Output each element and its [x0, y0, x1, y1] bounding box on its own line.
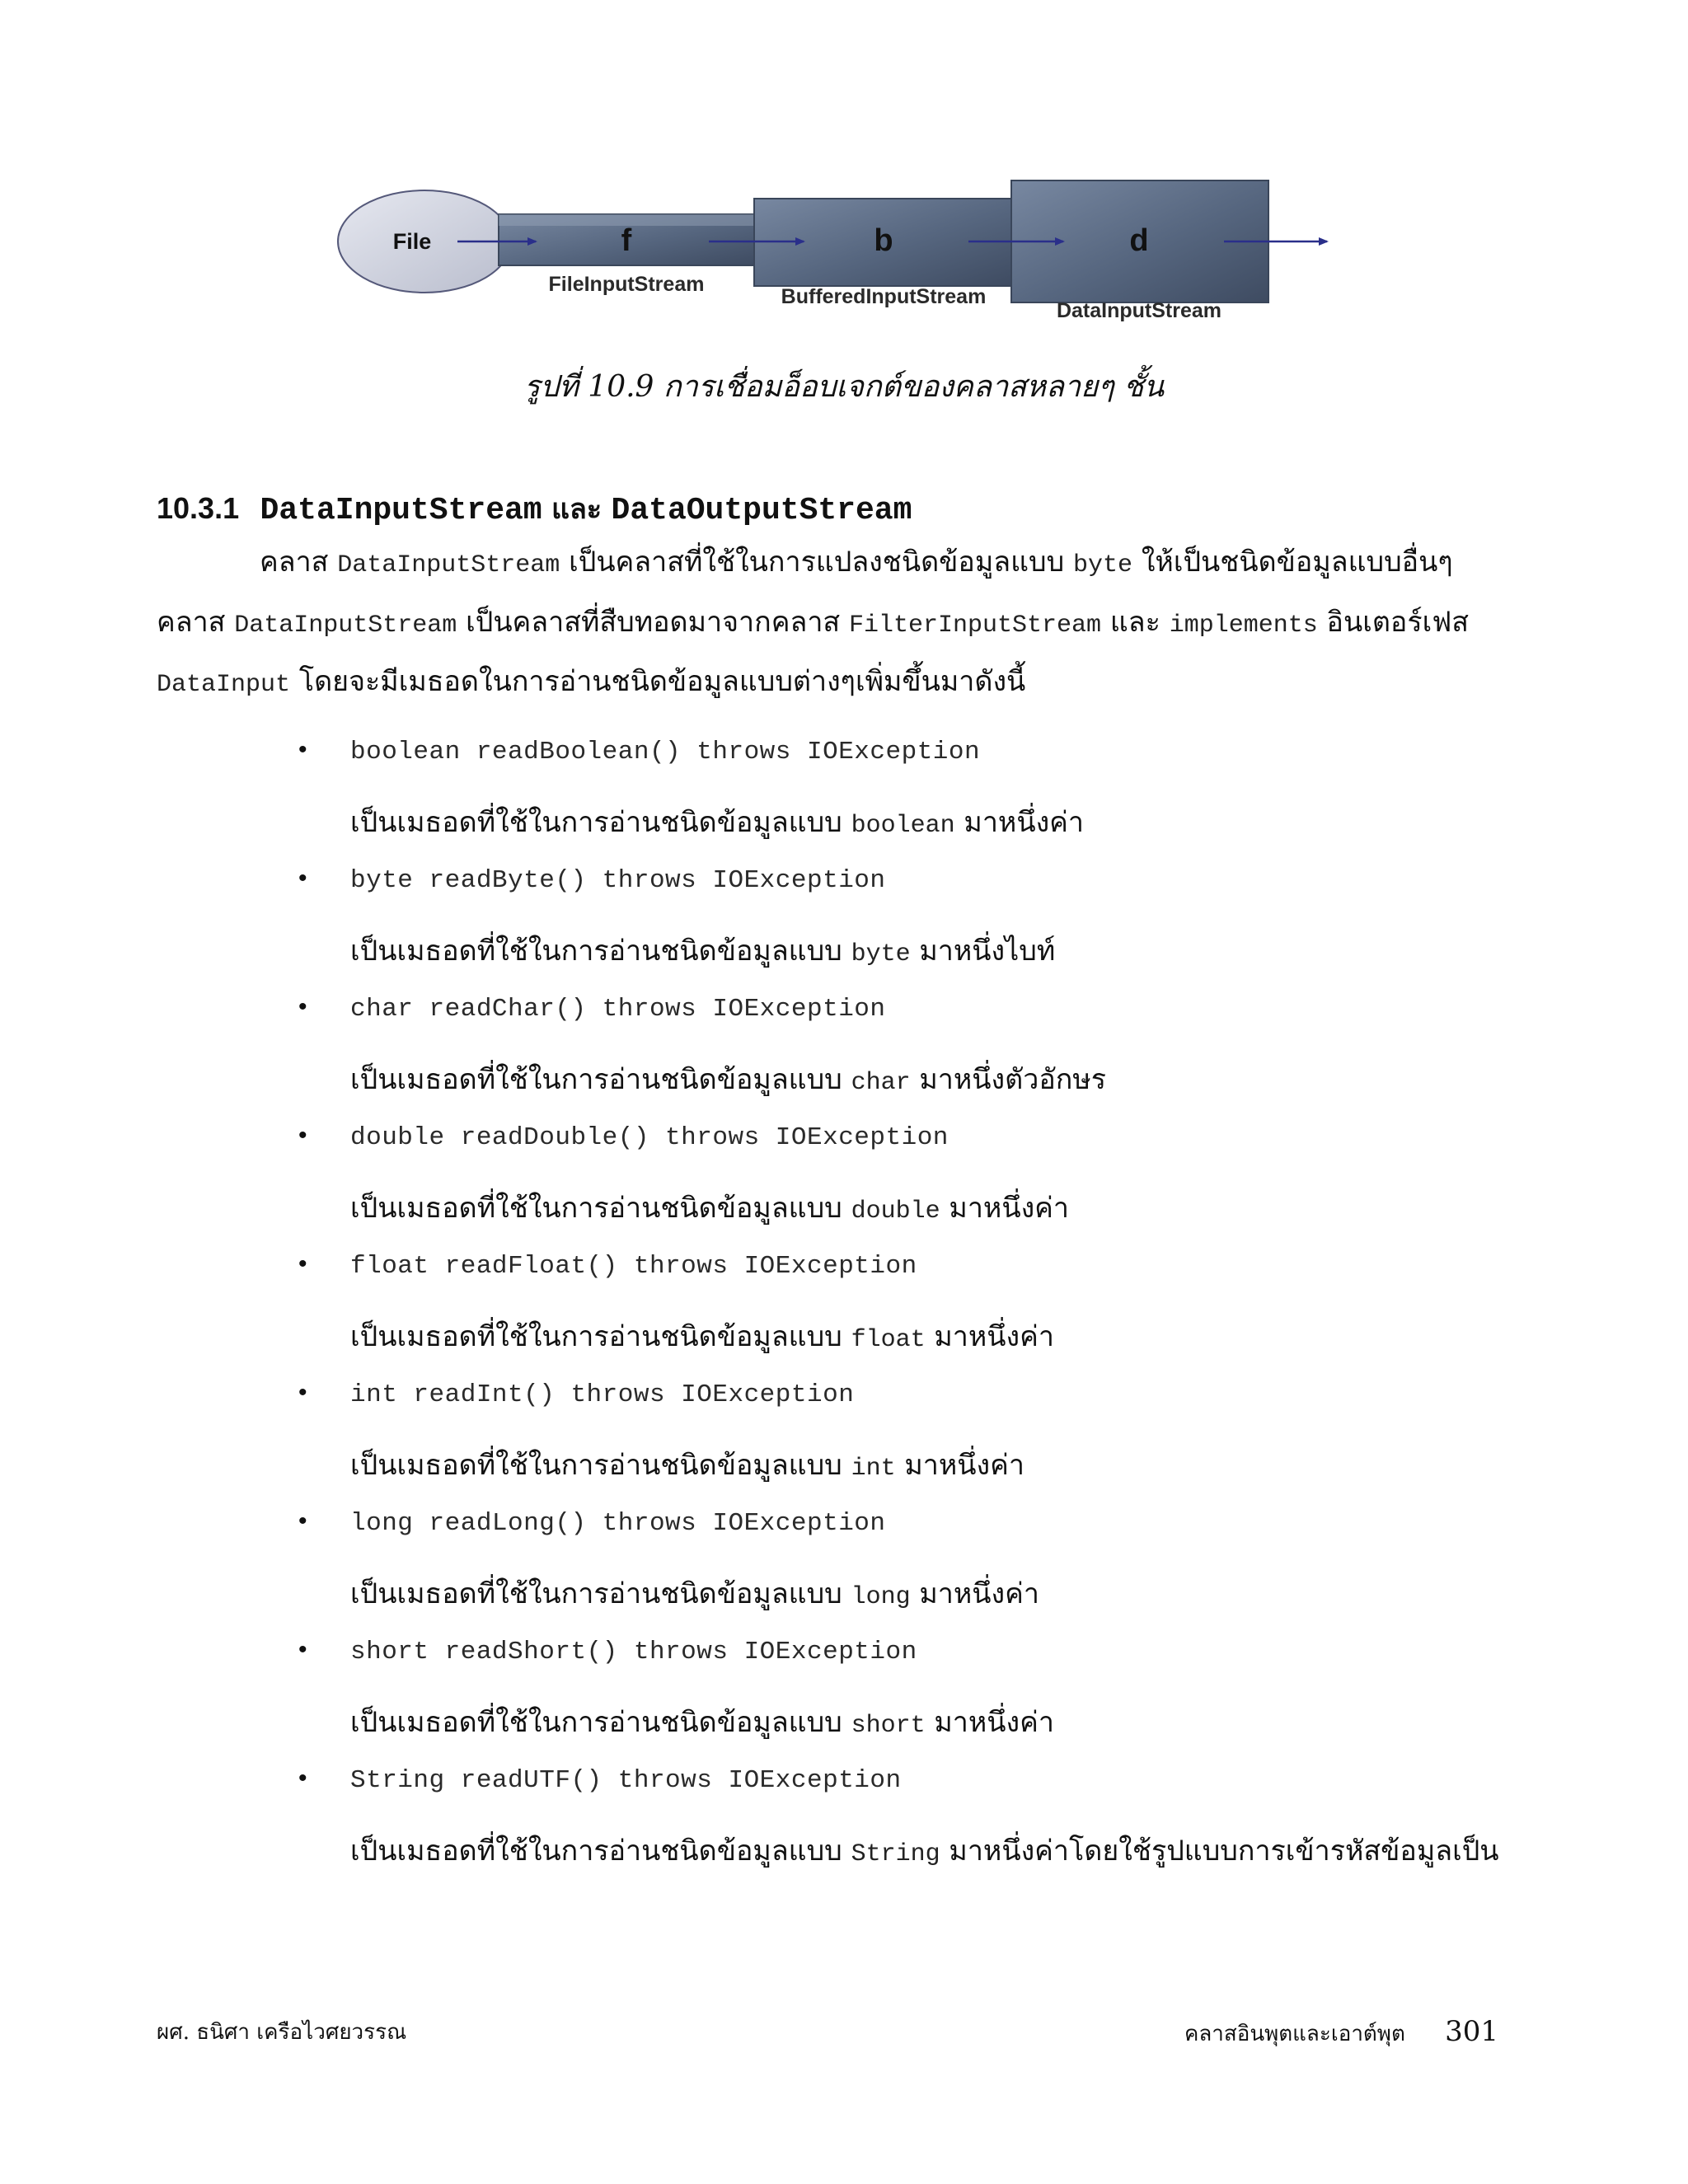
method-signature: String readUTF() throws IOException — [350, 1766, 902, 1795]
method-description — [350, 1699, 1054, 1744]
desc-prefix: เป็นเมธอดที่ใช้ในการอ่านชนิดข้อมูลแบบ — [350, 1577, 842, 1610]
method-signature: double readDouble() throws IOException — [350, 1123, 949, 1152]
intro-l1-code2: byte — [1072, 551, 1132, 579]
method-signature: boolean readBoolean() throws IOException — [350, 738, 981, 766]
figure-caption: รูปที่ 10.9 การเชื่อมอ็อบเจกต์ของคลาสหลายๆ ชั้น — [523, 370, 1165, 404]
stream-chain-figure — [338, 177, 1352, 342]
intro-l1-b: เป็นคลาสที่ใช้ในการแปลงชนิดข้อมูลแบบ — [569, 546, 1065, 579]
desc-prefix: เป็นเมธอดที่ใช้ในการอ่านชนิดข้อมูลแบบ — [350, 935, 842, 968]
method-description — [350, 1571, 1039, 1615]
method-description — [350, 799, 1084, 844]
bullet: • — [298, 1636, 307, 1663]
bullet: • — [298, 1507, 307, 1535]
intro-l2-b: เป็นคลาสที่สืบทอดมาจากคลาส — [466, 606, 841, 639]
method-signature: long readLong() throws IOException — [350, 1509, 886, 1538]
intro-line-3 — [157, 665, 1026, 699]
intro-l2-code2: FilterInputStream — [848, 612, 1102, 640]
method-signature: float readFloat() throws IOException — [350, 1252, 917, 1281]
desc-prefix: เป็นเมธอดที่ใช้ในการอ่านชนิดข้อมูลแบบ — [350, 806, 842, 839]
method-description — [350, 1442, 1025, 1487]
desc-suffix: มาหนึ่งค่า — [934, 1320, 1054, 1353]
desc-prefix: เป็นเมธอดที่ใช้ในการอ่านชนิดข้อมูลแบบ — [350, 1835, 842, 1868]
intro-l2-code1: DataInputStream — [234, 612, 457, 640]
desc-prefix: เป็นเมธอดที่ใช้ในการอ่านชนิดข้อมูลแบบ — [350, 1192, 842, 1225]
desc-suffix: มาหนึ่งไบท์ — [919, 935, 1056, 968]
bufferedinputstream-label: BufferedInputStream — [781, 285, 987, 308]
intro-l2-a: คลาส — [157, 606, 226, 639]
desc-type: float — [851, 1326, 926, 1354]
desc-suffix: มาหนึ่งค่า — [949, 1192, 1070, 1225]
desc-prefix: เป็นเมธอดที่ใช้ในการอ่านชนิดข้อมูลแบบ — [350, 1063, 842, 1096]
bullet: • — [298, 1122, 307, 1149]
intro-l1-c: ให้เป็นชนิดข้อมูลแบบอื่นๆ — [1141, 546, 1453, 579]
intro-l2-d: อินเตอร์เฟส — [1326, 606, 1470, 639]
intro-l3-a: โดยจะมีเมธอดในการอ่านชนิดข้อมูลแบบต่างๆเพิ่มขึ้นมาดังนี้ — [298, 665, 1026, 698]
desc-suffix: มาหนึ่งค่าโดยใช้รูปแบบการเข้ารหัสข้อมูลเป็น — [949, 1835, 1499, 1868]
intro-l3-code1: DataInput — [157, 671, 291, 699]
datainputstream-label: DataInputStream — [1056, 299, 1222, 322]
method-description — [350, 1828, 1499, 1872]
intro-line-1 — [260, 548, 1453, 578]
bullet: • — [298, 736, 307, 763]
bullet: • — [298, 1379, 307, 1406]
intro-line-2 — [157, 608, 1469, 638]
desc-suffix: มาหนึ่งค่า — [904, 1449, 1025, 1482]
bullet: • — [298, 1765, 307, 1792]
desc-prefix: เป็นเมธอดที่ใช้ในการอ่านชนิดข้อมูลแบบ — [350, 1320, 842, 1353]
method-signature: char readChar() throws IOException — [350, 995, 886, 1024]
desc-type: long — [851, 1583, 911, 1611]
desc-suffix: มาหนึ่งตัวอักษร — [919, 1063, 1107, 1096]
intro-l2-code3: implements — [1169, 612, 1318, 640]
method-description — [350, 1314, 1054, 1358]
desc-suffix: มาหนึ่งค่า — [919, 1577, 1039, 1610]
desc-type: double — [851, 1197, 940, 1226]
fileinputstream-label: FileInputStream — [548, 273, 705, 296]
method-description — [350, 928, 1055, 972]
method-description — [350, 1057, 1106, 1101]
file-node-label: File — [392, 229, 432, 254]
desc-type: int — [851, 1455, 896, 1483]
desc-prefix: เป็นเมธอดที่ใช้ในการอ่านชนิดข้อมูลแบบ — [350, 1706, 842, 1739]
desc-type: boolean — [851, 812, 955, 840]
desc-type: char — [851, 1069, 911, 1097]
intro-l2-c: และ — [1109, 606, 1160, 639]
desc-type: String — [851, 1840, 940, 1868]
b-node-label: b — [874, 223, 893, 258]
f-node-label: f — [621, 223, 632, 258]
d-node-label: d — [1129, 223, 1149, 258]
footer-author: ผศ. ธนิศา เครือไวศยวรรณ — [157, 2020, 407, 2045]
section-class2: DataOutputStream — [611, 493, 912, 528]
footer-chapter: คลาสอินพุตและเอาต์พุต — [1184, 2022, 1405, 2046]
page-number: 301 — [1445, 2015, 1498, 2048]
method-signature: byte readByte() throws IOException — [350, 866, 886, 895]
desc-prefix: เป็นเมธอดที่ใช้ในการอ่านชนิดข้อมูลแบบ — [350, 1449, 842, 1482]
intro-l1-code1: DataInputStream — [337, 551, 560, 579]
desc-suffix: มาหนึ่งค่า — [934, 1706, 1054, 1739]
method-signature: int readInt() throws IOException — [350, 1380, 855, 1409]
desc-type: short — [851, 1712, 926, 1740]
bullet: • — [298, 865, 307, 892]
desc-suffix: มาหนึ่งค่า — [964, 806, 1085, 839]
section-heading — [157, 486, 912, 531]
section-number: 10.3.1 — [157, 491, 240, 525]
intro-l1-a: คลาส — [260, 546, 329, 579]
method-signature: short readShort() throws IOException — [350, 1638, 917, 1666]
section-class1: DataInputStream — [260, 493, 542, 528]
method-description — [350, 1185, 1069, 1230]
bullet: • — [298, 1250, 307, 1277]
desc-type: byte — [851, 940, 911, 968]
footer-right — [1184, 2015, 1498, 2050]
bullet: • — [298, 993, 307, 1020]
section-conj: และ — [551, 493, 603, 526]
stream-chain-diagram — [338, 177, 1352, 342]
